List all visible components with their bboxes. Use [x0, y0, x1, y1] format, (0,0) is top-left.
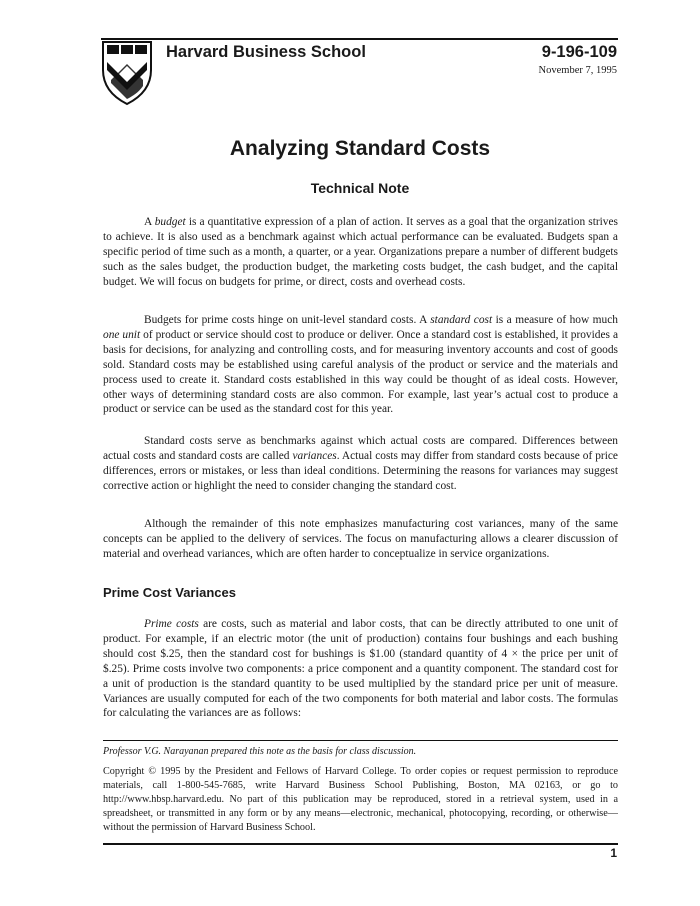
text-run: A — [144, 216, 155, 228]
header-rule — [101, 38, 618, 40]
prepared-by-note: Professor V.G. Narayanan prepared this note as the basis for class discussion. — [103, 746, 417, 757]
text-run: is a quantitative expression of a plan of action. It serves as a goal that the organization strives to achieve. It is also used as a benchmark against which actual performance can be evaluated. Budgets span a specific period of time such as a month, a quarter, or a year. Organizations prepare a number of different budgets such as the sales budget, the production budget, the marketing costs budget, the cash budget, and the capital budget. We will focus on budgets for prime, or direct, costs and overhead costs. — [103, 216, 618, 288]
text-run: is a measure of how much — [492, 314, 618, 326]
text-run: . Actual costs may differ from standard costs because of price differences, errors or mistakes, or less than ideal conditions. Determining the reasons for variances may suggest corrective action or highlight the need to consider changing the standard cost. — [103, 449, 618, 492]
italic-term: standard cost — [430, 314, 493, 326]
italic-term: Prime costs — [144, 618, 199, 630]
text-run: Budgets for prime costs hinge on unit-level standard costs. A — [144, 314, 431, 326]
italic-term: one unit — [103, 328, 141, 341]
paragraph-variances — [103, 434, 618, 494]
page-number: 1 — [610, 846, 617, 860]
case-date: November 7, 1995 — [538, 65, 617, 76]
document-subtitle: Technical Note — [310, 180, 410, 196]
paragraph-budget — [103, 215, 618, 290]
footer-rule — [103, 843, 618, 845]
text-run: are costs, such as material and labor costs, that can be directly attributed to one unit of product. For example, if an electric motor (the unit of production) contains four bushings and each bushing should cost $.25, then the standard cost for bushings is $1.00 (standard quantity of 4 × the price per unit of $.25). Prime costs involve two components: a price component and a quantity component. The standard cost for a unit of production is the standard quantity to be used multiplied by the standard price per unit of measure. Variances are usually computed for each of the two components for both material and labor costs. The formulas for calculating the variances are as follows: — [103, 618, 619, 720]
footnote-rule — [103, 740, 618, 741]
italic-term: budget — [154, 216, 186, 228]
harvard-shield-logo — [101, 40, 153, 106]
document-title: Analyzing Standard Costs — [229, 137, 491, 160]
copyright-notice: Copyright © 1995 by the President and Fellows of Harvard College. To order copies or request permission to reproduce materials, call 1-800-545-7685, write Harvard Business School Publishing, Boston, MA 02163, or go to http://www.hbsp.harvard.edu. No part of this publication may be reproduced, stored in a retrieval system, used in a spreadsheet, or transmitted in any form or by any means—electronic, mechanical, photocopying, recording, or otherwise—without the permission of Harvard Business School. — [103, 766, 618, 833]
case-number: 9-196-109 — [541, 43, 617, 61]
italic-term: variances — [292, 449, 337, 462]
school-name: Harvard Business School — [166, 43, 366, 61]
paragraph-standard-cost — [103, 313, 618, 417]
paragraph-prime-costs — [103, 617, 618, 721]
paragraph-services — [103, 517, 618, 562]
section-heading-prime-cost-variances: Prime Cost Variances — [103, 585, 236, 600]
text-run: Standard costs serve as benchmarks against which actual costs are compared. Differences between actual costs and standard costs are called — [103, 435, 618, 462]
text-run: of product or service should cost to produce or deliver. Once a standard cost is established, it provides a basis for decisions, for analyzing and controlling costs, and for measuring inventory accounts and cost of goods sold. Standard costs may be established using careful analysis of the product or service and the materials and process used to create it. Standard costs established in this way could be thought of as ideal costs. However, other ways of determining standard costs are also common. For example, last year’s actual cost to produce a product or service can be used as the standard cost for this year. — [103, 328, 619, 416]
text-run: Although the remainder of this note emphasizes manufacturing cost variances, many of the same concepts can be applied to the delivery of services. The focus on manufacturing allows a clearer discussion of material and overhead variances, which are often harder to conceptualize in service organizations. — [103, 518, 618, 560]
